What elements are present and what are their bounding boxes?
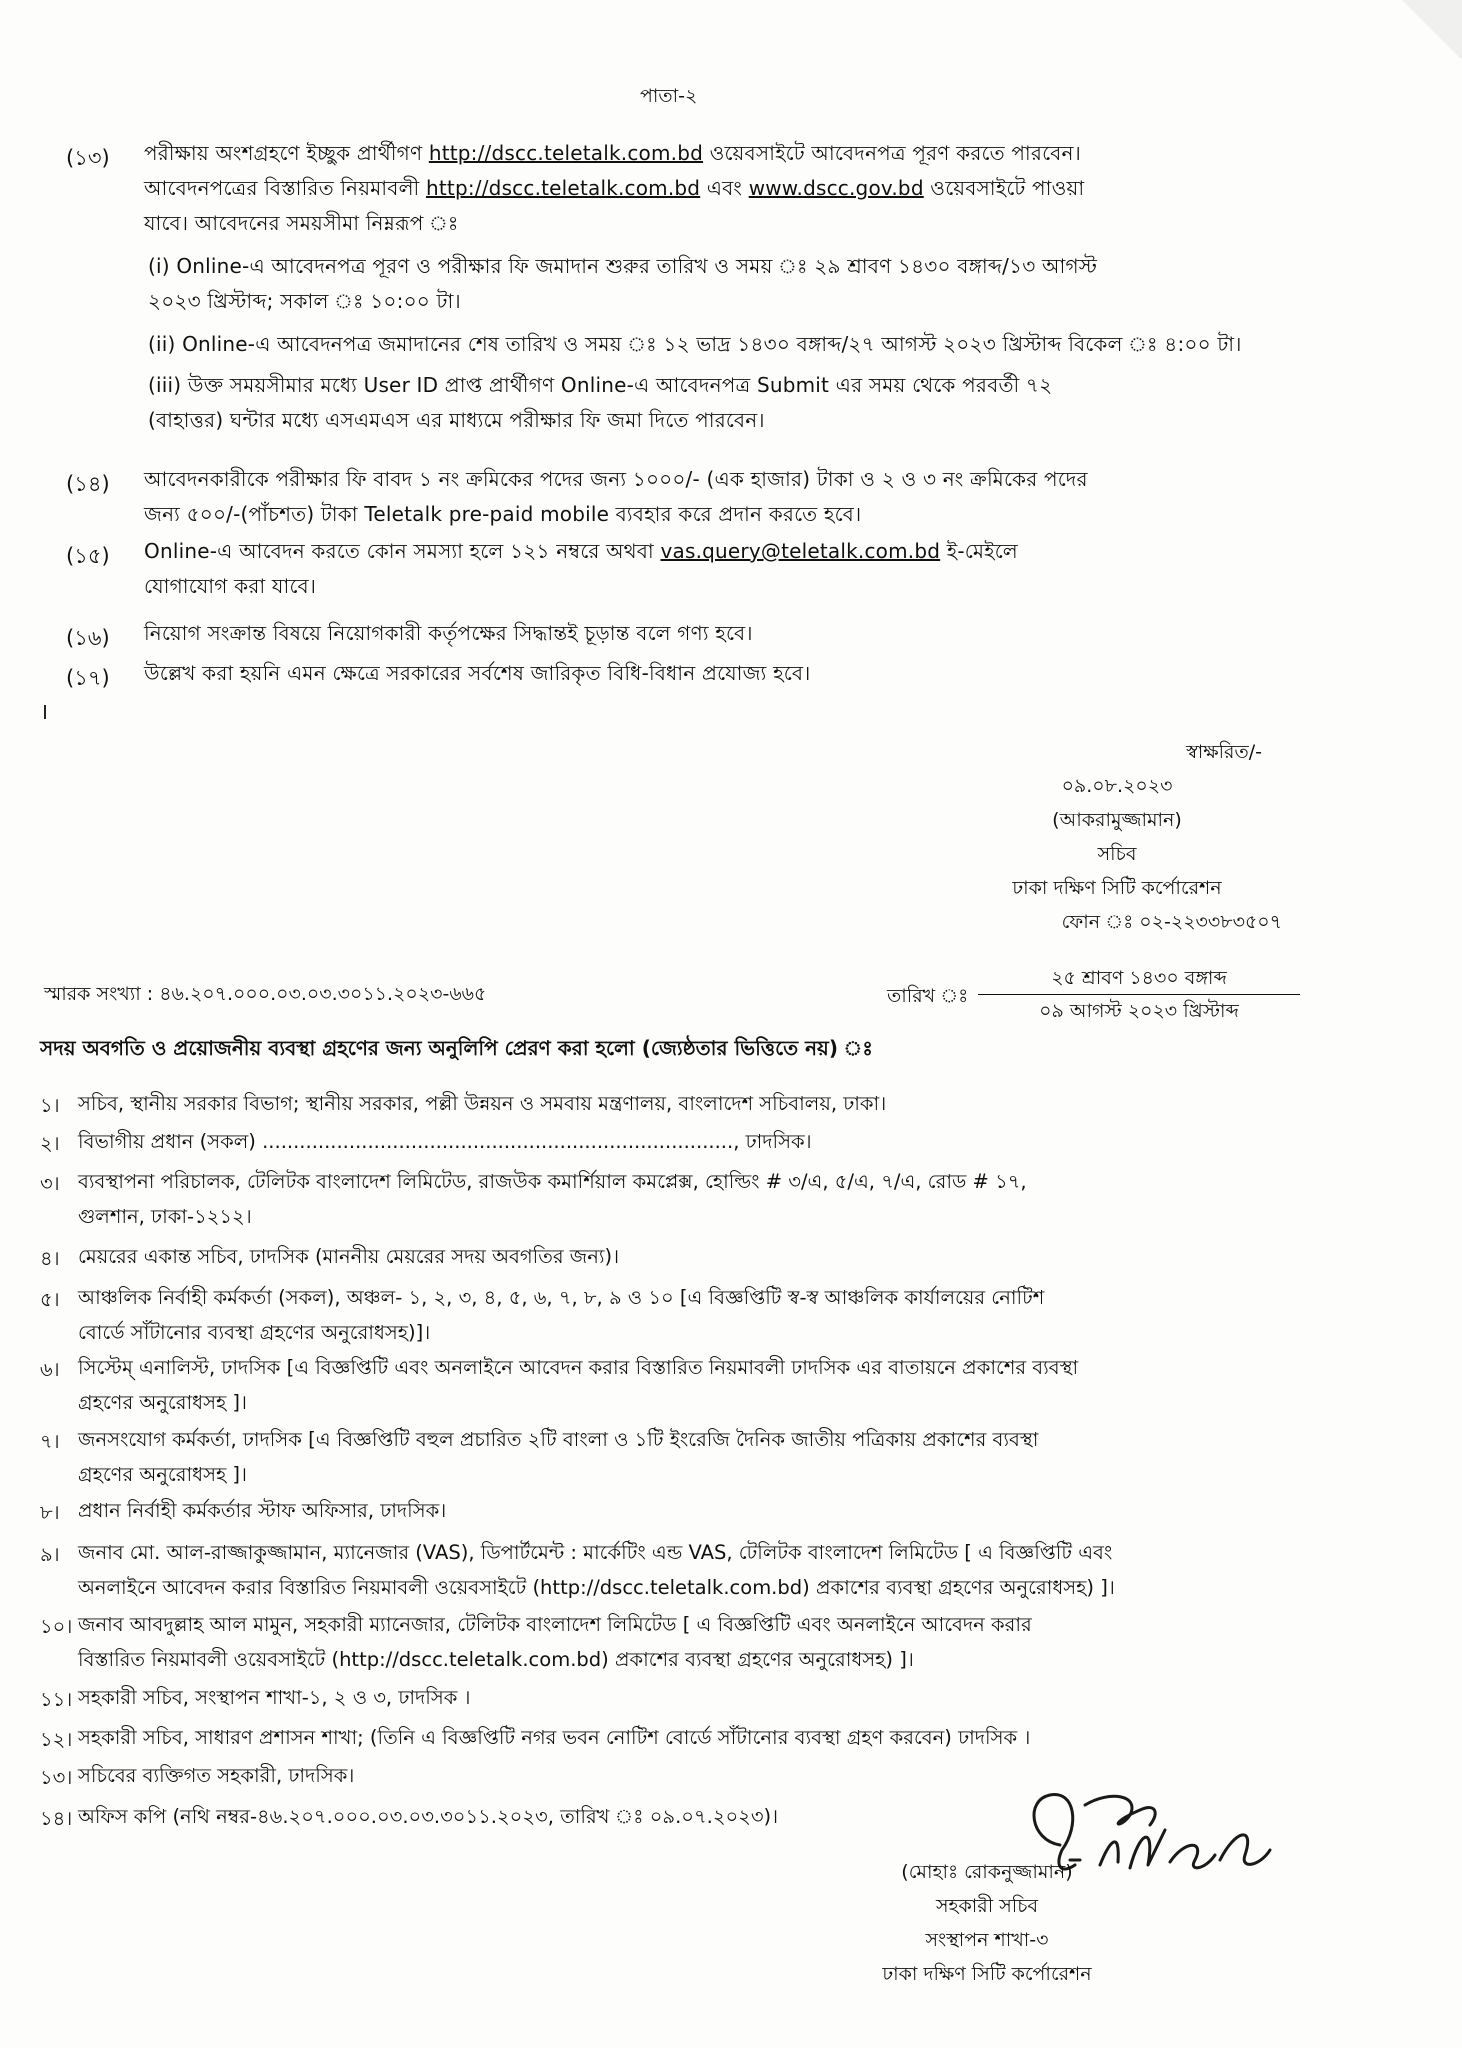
memo-date-label: তারিখ ঃ <box>887 985 969 1007</box>
copy-list-title: সদয় অবগতি ও প্রয়োজনীয় ব্যবস্থা গ্রহণের জন্য অনুলিপি প্রেরণ করা হলো (জ্যেষ্ঠতার ভিত্তিতে নয়) ঃ <box>40 1036 873 1060</box>
signer-org: ঢাকা দক্ষিণ সিটি কর্পোরেশন <box>1012 877 1222 899</box>
section-number: (১৪) <box>66 472 110 496</box>
copy-item: সহকারী সচিব, সাধারণ প্রশাসন শাখা; (তিনি এ বিজ্ঞপ্তিটি নগর ভবন নোটিশ বোর্ডে সাঁটানোর ব্যবস্থা গ্রহণ করবেন) ঢাদসিক । <box>78 1726 1031 1749</box>
copy-item-number: ৭। <box>40 1430 60 1453</box>
signer-designation: সহকারী সচিব <box>935 1895 1039 1917</box>
copy-item-number: ১৪। <box>40 1807 73 1830</box>
subitem: (iii) উক্ত সময়সীমার মধ্যে User ID প্রাপ্ত প্রার্থীগণ Online-এ আবেদনপত্র Submit এর সময় থেকে পরবর্তী ৭২ (বাহাত্তর) ঘন্টার মধ্যে এসএমএস এর মাধ্যমে পরীক্ষার ফি জমা দিতে পারবেন। <box>148 373 1053 432</box>
copy-item: বিভাগীয় প্রধান (সকল) ............................................................................, ঢাদসিক। <box>78 1130 812 1153</box>
copy-item-number: ৯। <box>40 1543 60 1566</box>
url-link[interactable]: www.dscc.gov.bd <box>748 176 924 200</box>
section-15: Online-এ আবেদন করতে কোন সমস্যা হলে ১২১ নম্বরে অথবা vas.query@teletalk.com.bd ই-মেইলে যোগাযোগ করা যাবে। <box>144 534 1304 604</box>
copy-item-number: ১০। <box>40 1615 73 1638</box>
url-link[interactable]: http://dscc.teletalk.com.bd <box>426 176 701 200</box>
copy-item: সচিব, স্থানীয় সরকার বিভাগ; স্থানীয় সরকার, পল্লী উন্নয়ন ও সমবায় মন্ত্রণালয়, বাংলাদেশ সচিবালয়, ঢাকা। <box>78 1092 887 1115</box>
section-line: আবেদনপত্রের বিস্তারিত নিয়মাবলী http://dscc.teletalk.com.bd এবং www.dscc.gov.bd ওয়েবসাইটে পাওয়া <box>144 176 1085 200</box>
copy-item: অফিস কপি (নথি নম্বর-৪৬.২০৭.০০০.০৩.০৩.৩০১১.২০২৩, তারিখ ঃ ০৯.০৭.২০২৩)। <box>78 1805 779 1828</box>
signer-name: (মোহাঃ রোকনুজ্জামান) <box>901 1861 1073 1883</box>
signer-org: ঢাকা দক্ষিণ সিটি কর্পোরেশন <box>882 1963 1092 1985</box>
section-number: (১৩) <box>66 146 110 170</box>
copy-item: জনাব আবদুল্লাহ আল মামুন, সহকারী ম্যানেজার, টেলিটক বাংলাদেশ লিমিটেড [ এ বিজ্ঞপ্তিটি এবং অনলাইনে আবেদন করার বিস্তারিত নিয়মাবলী ওয়েবসাইটে (http://dscc.teletalk.com.bd) প্রকাশের ব্যবস্থা গ্রহণের অনুরোধসহ) ]। <box>78 1613 1032 1671</box>
section-line: Online-এ আবেদন করতে কোন সমস্যা হলে ১২১ নম্বরে অথবা vas.query@teletalk.com.bd ই-মেইলে <box>144 539 1018 563</box>
date-bangla: ২৫ শ্রাবণ ১৪৩০ বঙ্গাব্দ <box>1051 967 1227 989</box>
copy-item-number: ১১। <box>40 1688 73 1711</box>
copy-item: সিস্টেম্ এনালিস্ট, ঢাদসিক [এ বিজ্ঞপ্তিটি এবং অনলাইনে আবেদন করার বিস্তারিত নিয়মাবলী ঢাদসিক এর বাতায়নে প্রকাশের ব্যবস্থা গ্রহণের অনুরোধসহ ]। <box>78 1356 1079 1414</box>
email-link[interactable]: vas.query@teletalk.com.bd <box>660 539 941 563</box>
page-number: পাতা-২ <box>640 85 698 107</box>
signer-designation: সচিব <box>1097 843 1137 865</box>
signed-date: ০৯.০৮.২০২৩ <box>1061 775 1173 797</box>
copy-item-number: ৩। <box>40 1172 60 1195</box>
copy-item-number: ৪। <box>40 1247 60 1270</box>
copy-item: জনাব মো. আল-রাজ্জাকুজ্জামান, ম্যানেজার (VAS), ডিপার্টমেন্ট : মার্কেটিং এন্ড VAS, টেলিটক বাংলাদেশ লিমিটেড [ এ বিজ্ঞপ্তিটি এবং অনলাইনে আবেদন করার বিস্তারিত নিয়মাবলী ওয়েবসাইটে (http://dscc.teletalk.com.bd) প্রকাশের ব্যবস্থা গ্রহণের অনুরোধসহ) ]। <box>78 1541 1115 1599</box>
copy-item: আঞ্চলিক নির্বাহী কর্মকর্তা (সকল), অঞ্চল- ১, ২, ৩, ৪, ৫, ৬, ৭, ৮, ৯ ও ১০ [এ বিজ্ঞপ্তিটি স্ব-স্ব আঞ্চলিক কার্যালয়ের নোটিশ বোর্ডে সাঁটানোর ব্যবস্থা গ্রহণের অনুরোধসহ)]। <box>78 1286 1045 1344</box>
copy-item-number: ২। <box>40 1132 60 1155</box>
copy-item-number: ৬। <box>40 1358 60 1381</box>
section-17: উল্লেখ করা হয়নি এমন ক্ষেত্রে সরকারের সর্বশেষ জারিকৃত বিধি-বিধান প্রযোজ্য হবে। <box>144 661 811 685</box>
section-number: (১৭) <box>66 666 110 690</box>
margin-mark <box>44 705 46 719</box>
bottom-signature-block <box>822 1855 1152 1991</box>
section-line: পরীক্ষায় অংশগ্রহণে ইচ্ছুক প্রার্থীগণ http://dscc.teletalk.com.bd ওয়েবসাইটে আবেদনপত্র পূরণ করতে পারবেন। <box>144 141 1081 165</box>
signer-phone: ফোন ঃ ০২-২২৩৩৮৩৫০৭ <box>1061 911 1282 933</box>
copy-item-number: ১। <box>40 1094 60 1117</box>
section-number: (১৬) <box>66 626 110 650</box>
copy-item-number: ১২। <box>40 1728 73 1751</box>
copy-item: সচিবের ব্যক্তিগত সহকারী, ঢাদসিক। <box>78 1764 355 1787</box>
signer-name: (আকরামুজ্জামান) <box>1052 809 1182 831</box>
copy-item-number: ১৩। <box>40 1766 73 1789</box>
copy-item: জনসংযোগ কর্মকর্তা, ঢাদসিক [এ বিজ্ঞপ্তিটি বহুল প্রচারিত ২টি বাংলা ও ১টি ইংরেজি দৈনিক জাতীয় পত্রিকায় প্রকাশের ব্যবস্থা গ্রহণের অনুরোধসহ ]। <box>78 1428 1039 1486</box>
copy-item: ব্যবস্থাপনা পরিচালক, টেলিটক বাংলাদেশ লিমিটেড, রাজউক কমার্শিয়াল কমপ্লেক্স, হোল্ডিং # ৩/এ, ৫/এ, ৭/এ, রোড # ১৭, গুলশান, ঢাকা-১২১২। <box>78 1170 1027 1228</box>
memo-date <box>978 962 1300 1027</box>
copy-item-number: ৫। <box>40 1288 60 1311</box>
page-corner <box>1402 0 1462 60</box>
section-number: (১৫) <box>66 544 110 568</box>
signature-block <box>952 735 1282 939</box>
subitem: (i) Online-এ আবেদনপত্র পূরণ ও পরীক্ষার ফি জমাদান শুরুর তারিখ ও সময় ঃ ২৯ শ্রাবণ ১৪৩০ বঙ্গাব্দ/১৩ আগস্ট ২০২৩ খ্রিস্টাব্দ; সকাল ঃ ১০:০০ টা। <box>148 254 1098 313</box>
copy-item: সহকারী সচিব, সংস্থাপন শাখা-১, ২ ও ৩, ঢাদসিক । <box>78 1686 471 1709</box>
copy-item-number: ৮। <box>40 1501 60 1524</box>
section-14: আবেদনকারীকে পরীক্ষার ফি বাবদ ১ নং ক্রমিকের পদের জন্য ১০০০/- (এক হাজার) টাকা ও ২ ও ৩ নং ক্রমিকের পদের জন্য ৫০০/-(পাঁচশত) টাকা Teletalk pre-paid mobile ব্যবহার করে প্রদান করতে হবে। <box>144 467 1088 526</box>
signer-branch: সংস্থাপন শাখা-৩ <box>925 1929 1049 1951</box>
subitem: (ii) Online-এ আবেদনপত্র জমাদানের শেষ তারিখ ও সময় ঃ ১২ ভাদ্র ১৪৩০ বঙ্গাব্দ/২৭ আগস্ট ২০২৩ খ্রিস্টাব্দ বিকেল ঃ ৪:০০ টা। <box>148 332 1242 356</box>
section-16: নিয়োগ সংক্রান্ত বিষয়ে নিয়োগকারী কর্তৃপক্ষের সিদ্ধান্তই চূড়ান্ত বলে গণ্য হবে। <box>144 621 753 645</box>
section-line: যাবে। আবেদনের সময়সীমা নিম্নরূপ ঃ <box>144 211 459 235</box>
copy-item: মেয়রের একান্ত সচিব, ঢাদসিক (মাননীয় মেয়রের সদয় অবগতির জন্য)। <box>78 1245 620 1268</box>
signed-label: স্বাক্ষরিত/- <box>1186 741 1262 763</box>
memo-number: স্মারক সংখ্যা : ৪৬.২০৭.০০০.০৩.০৩.৩০১১.২০২৩-৬৬৫ <box>44 983 487 1005</box>
copy-item: প্রধান নির্বাহী কর্মকর্তার স্টাফ অফিসার, ঢাদসিক। <box>78 1499 447 1522</box>
date-english: ০৯ আগস্ট ২০২৩ খ্রিস্টাব্দ <box>1039 1000 1239 1022</box>
subitem-list <box>144 249 1304 438</box>
url-link[interactable]: http://dscc.teletalk.com.bd <box>428 141 704 165</box>
section-13 <box>144 136 1304 438</box>
